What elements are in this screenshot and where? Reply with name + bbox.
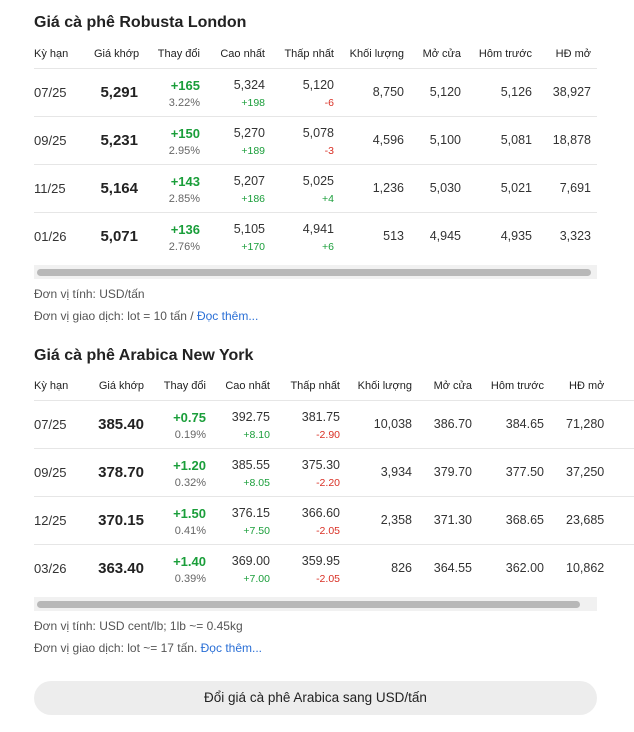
volume-cell: 10,038 [373,417,412,431]
high-cell: 5,105 [233,222,265,236]
arabica-row[interactable] [34,400,634,448]
arabica-scroll-thumb[interactable] [37,601,580,608]
high-change: +8.05 [243,477,270,489]
low-change: -6 [324,97,334,109]
price-cell: 5,291 [100,84,138,101]
header-low[interactable]: Thấp nhất [290,380,340,392]
price-cell: 370.15 [98,512,144,529]
change-cell: +1.50 [173,506,206,521]
open-interest-cell: 71,280 [566,417,605,431]
header-open[interactable]: Mở cửa [433,380,472,392]
prev-cell: 377.50 [505,465,544,479]
change-percent: 0.41% [174,525,206,537]
arabica-lot-text: Đơn vị giao dịch: lot ~= 17 tấn. [34,641,201,655]
header-change[interactable]: Thay đổi [163,380,206,392]
high-change: +186 [241,193,265,205]
robusta-lot-text: Đơn vị giao dịch: lot = 10 tấn / [34,309,197,323]
change-cell: +136 [170,222,200,237]
open-cell: 379.70 [433,465,472,479]
robusta-scrollbar[interactable] [34,265,597,279]
robusta-header-row [34,48,597,68]
open-cell: 371.30 [433,513,472,527]
volume-cell: 8,750 [372,85,404,99]
change-cell: +165 [170,78,200,93]
high-change: +170 [241,241,265,253]
header-high[interactable]: Cao nhất [220,48,265,60]
header-price[interactable]: Giá khớp [98,380,144,392]
term-cell: 07/25 [34,85,67,100]
high-change: +8.10 [243,429,270,441]
robusta-row[interactable] [34,116,597,164]
low-change: +6 [322,241,334,253]
open-interest-cell: 18,878 [552,133,591,147]
header-low[interactable]: Thấp nhất [284,48,334,60]
open-cell: 5,100 [429,133,461,147]
change-percent: 2.95% [168,145,200,157]
low-cell: 4,941 [302,222,334,236]
low-cell: 366.60 [301,506,340,520]
arabica-unit-note: Đơn vị tính: USD cent/lb; 1lb ~= 0.45kg [34,619,243,633]
low-cell: 381.75 [301,410,340,424]
open-interest-cell: 10,862 [566,561,605,575]
header-prev[interactable]: Hôm trước [490,380,544,392]
open-interest-cell: 23,685 [566,513,605,527]
header-volume[interactable]: Khối lượng [349,48,404,60]
price-cell: 5,231 [100,132,138,149]
robusta-row[interactable] [34,164,597,212]
header-high[interactable]: Cao nhất [225,380,270,392]
low-change: -3 [324,145,334,157]
low-change: +4 [322,193,334,205]
price-cell: 385.40 [98,416,144,433]
arabica-header-row [34,380,634,400]
change-cell: +1.20 [173,458,206,473]
volume-cell: 4,596 [372,133,404,147]
header-change[interactable]: Thay đổi [157,48,200,60]
prev-cell: 368.65 [505,513,544,527]
prev-cell: 5,021 [500,181,532,195]
term-cell: 11/25 [34,181,66,196]
low-cell: 375.30 [301,458,340,472]
volume-cell: 1,236 [372,181,404,195]
robusta-read-more-link[interactable]: Đọc thêm... [196,309,259,323]
header-term[interactable]: Kỳ hạn [34,48,69,60]
volume-cell: 826 [391,561,412,575]
term-cell: 07/25 [34,417,67,432]
high-change: +198 [241,97,265,109]
change-percent: 0.39% [174,573,206,585]
open-interest-cell: 38,927 [552,85,591,99]
term-cell: 12/25 [34,513,67,528]
change-percent: 0.19% [174,429,206,441]
convert-arabica-button[interactable]: Đổi giá cà phê Arabica sang USD/tấn [34,681,597,715]
high-cell: 385.55 [231,458,270,472]
volume-cell: 2,358 [380,513,412,527]
header-term[interactable]: Kỳ hạn [34,380,69,392]
robusta-title: Giá cà phê Robusta London [34,14,247,31]
price-cell: 378.70 [98,464,144,481]
high-cell: 5,270 [233,126,265,140]
arabica-row[interactable] [34,544,634,592]
low-cell: 5,078 [302,126,334,140]
header-oi[interactable]: HĐ mở [569,380,605,392]
term-cell: 09/25 [34,465,67,480]
high-cell: 392.75 [231,410,270,424]
robusta-row[interactable] [34,212,597,260]
robusta-unit-note: Đơn vị tính: USD/tấn [34,287,145,301]
header-price[interactable]: Giá khớp [94,48,140,60]
high-change: +189 [241,145,265,157]
high-cell: 376.15 [231,506,270,520]
prev-cell: 362.00 [505,561,544,575]
open-cell: 364.55 [433,561,472,575]
high-cell: 5,324 [233,78,265,92]
arabica-row[interactable] [34,448,634,496]
change-percent: 0.32% [174,477,206,489]
open-cell: 5,030 [429,181,461,195]
change-cell: +143 [170,174,200,189]
open-interest-cell: 7,691 [559,181,591,195]
header-prev[interactable]: Hôm trước [478,48,532,60]
robusta-scroll-thumb[interactable] [37,269,591,276]
low-cell: 5,120 [302,78,334,92]
price-cell: 5,164 [100,180,138,197]
price-cell: 5,071 [100,228,138,245]
header-open[interactable]: Mở cửa [422,48,461,60]
change-percent: 3.22% [168,97,200,109]
low-change: -2.20 [316,477,340,489]
robusta-table [34,40,597,280]
term-cell: 09/25 [34,133,67,148]
arabica-scrollbar[interactable] [34,597,597,611]
change-cell: +1.40 [173,554,206,569]
change-percent: 2.76% [168,241,200,253]
high-cell: 369.00 [231,554,270,568]
open-interest-cell: 37,250 [566,465,605,479]
volume-cell: 3,934 [380,465,412,479]
term-cell: 03/26 [34,561,67,576]
arabica-title: Giá cà phê Arabica New York [34,347,254,364]
open-cell: 4,945 [429,229,461,243]
prev-cell: 4,935 [500,229,532,243]
open-interest-cell: 3,323 [559,229,591,243]
robusta-lot-note [34,309,258,323]
change-cell: +0.75 [173,410,206,425]
high-change: +7.00 [243,573,270,585]
arabica-row[interactable] [34,496,634,544]
price-cell: 363.40 [98,560,144,577]
header-oi[interactable]: HĐ mở [555,48,591,60]
high-cell: 5,207 [233,174,265,188]
low-change: -2.05 [316,525,340,537]
prev-cell: 5,081 [500,133,532,147]
low-cell: 5,025 [302,174,334,188]
low-cell: 359.95 [301,554,340,568]
volume-cell: 513 [383,229,404,243]
robusta-row[interactable] [34,68,597,116]
arabica-lot-note [34,641,262,655]
low-change: -2.90 [316,429,340,441]
low-change: -2.05 [316,573,340,585]
term-cell: 01/26 [34,229,67,244]
prev-cell: 5,126 [500,85,532,99]
arabica-read-more-link[interactable]: Đọc thêm... [200,641,262,655]
high-change: +7.50 [243,525,270,537]
header-volume[interactable]: Khối lượng [357,380,412,392]
prev-cell: 384.65 [505,417,544,431]
change-percent: 2.85% [168,193,200,205]
open-cell: 386.70 [433,417,472,431]
open-cell: 5,120 [429,85,461,99]
change-cell: +150 [170,126,200,141]
arabica-table [34,372,605,594]
